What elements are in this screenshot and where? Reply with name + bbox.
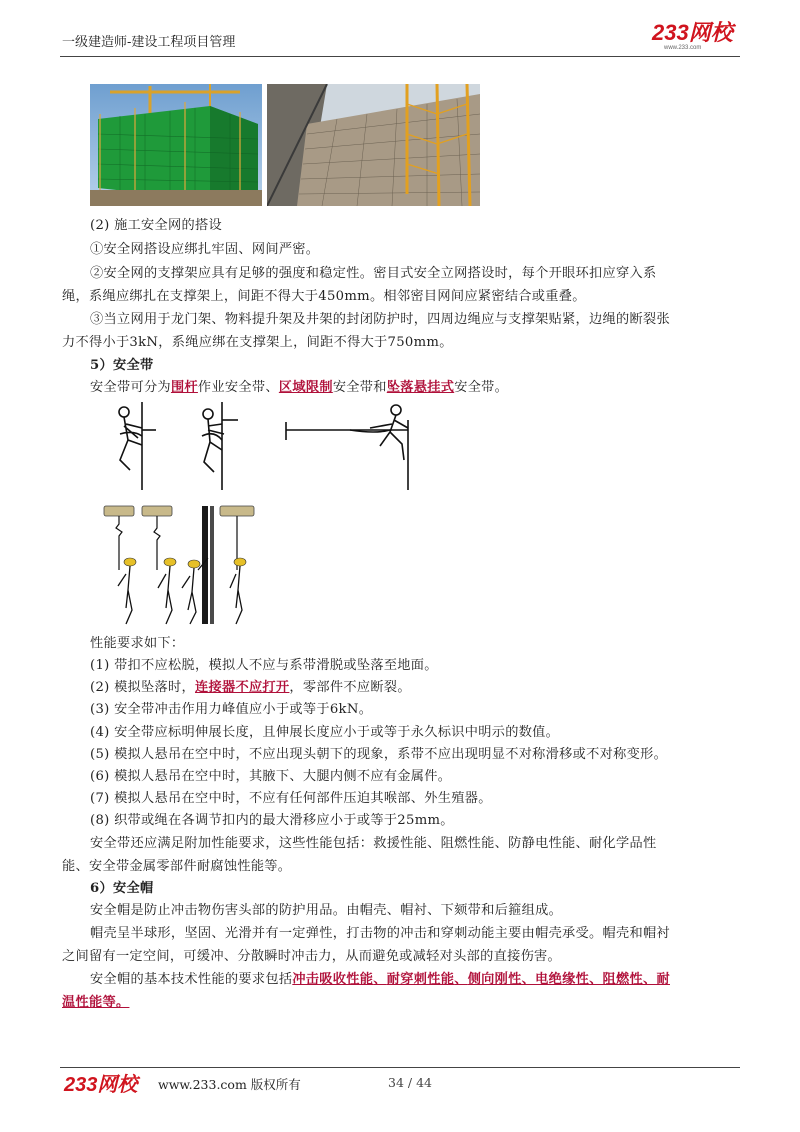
belt-type-fall-arrest: 坠落悬挂式 [386, 380, 455, 395]
net-paragraph-3-line-1: ③当立网用于龙门架、物料提升架及井架的封闭防护时，四周边绳应与支撑架贴紧，边绳的断裂张 [90, 312, 670, 327]
helmet-paragraph-3-line-1 [90, 968, 670, 987]
belt-intro-text: 安全带可分为 [90, 380, 171, 395]
helmet-highlight: 、 [454, 972, 468, 987]
requirement-text: ，零部件不应断裂。 [289, 680, 411, 695]
belt-intro-text: 作业安全带、 [197, 380, 279, 395]
page-number: 34 / 44 [388, 1075, 432, 1090]
belt-section-heading: 5）安全带 [90, 358, 154, 373]
belt-requirement-8: (8) 织带或绳在各调节扣内的最大滑移应小于或等于25mm。 [90, 813, 454, 828]
helmet-highlight: 冲击吸收性能 [292, 972, 374, 987]
safety-net-building-photo [90, 84, 262, 206]
helmet-section-heading: 6）安全帽 [90, 881, 154, 896]
net-paragraph-2-line-2: 绳，系绳应绑扎在支撑架上，间距不得大于450mm。相邻密目网间应紧密结合或重叠。 [62, 289, 586, 304]
net-paragraph-2-line-1: ②安全网的支撑架应具有足够的强度和稳定性。密目式安全立网搭设时，每个开眼环扣应穿入系 [90, 266, 657, 281]
belt-requirement-7: (7) 模拟人悬吊在空中时，不应有任何部件压迫其喉部、外生殖器。 [90, 791, 492, 806]
header-divider [60, 56, 740, 57]
safety-belt-usage-illustration [90, 400, 420, 492]
helmet-paragraph-1: 安全帽是防止冲击物伤害头部的防护用品。由帽壳、帽衬、下颏带和后箍组成。 [90, 903, 563, 918]
document-header-title: 一级建造师-建设工程项目管理 [62, 35, 236, 50]
brand-logo-text: 233网校 [652, 20, 733, 45]
footer-logo-text: 233网校 [64, 1074, 138, 1096]
belt-extra-requirements-line-1: 安全带还应满足附加性能要求，这些性能包括：救援性能、阻燃性能、防静电性能、耐化学品性 [90, 836, 657, 851]
belt-intro-text: 安全带和 [332, 380, 387, 395]
fall-arrest-belt-illustration [90, 498, 265, 628]
horizontal-safety-net-photo [267, 84, 480, 206]
belt-extra-requirements-line-2: 能、安全带金属零部件耐腐蚀性能等。 [62, 859, 292, 874]
helmet-highlight: 侧向刚性、电绝缘性、阻燃性、耐 [467, 972, 670, 987]
belt-requirement-3: (3) 安全带冲击作用力峰值应小于或等于6kN。 [90, 702, 373, 717]
belt-requirement-4: (4) 安全带应标明伸展长度，且伸展长度应小于或等于永久标识中明示的数值。 [90, 725, 560, 740]
requirement-highlight: 连接器不应打开 [195, 680, 290, 695]
net-paragraph-3-line-2: 力不得小于3kN，系绳应绑在支撑架上，间距不得大于750mm。 [62, 335, 453, 350]
requirement-text: (2) 模拟坠落时， [90, 680, 195, 695]
footer-copyright: www.233.com 版权所有 [158, 1077, 301, 1092]
helmet-paragraph-2-line-1: 帽壳呈半球形，坚固、光滑并有一定弹性，打击物的冲击和穿刺动能主要由帽壳承受。帽壳和帽衬 [90, 926, 670, 941]
belt-type-restraint: 区域限制 [278, 380, 333, 395]
helmet-text: 安全帽的基本技术性能的要求包括 [90, 972, 293, 987]
belt-intro-text: 安全带。 [454, 380, 509, 395]
helmet-paragraph-3-line-2: 温性能等。 [62, 995, 130, 1010]
brand-logo-url: www.233.com [664, 45, 702, 51]
belt-requirement-1: (1) 带扣不应松脱，模拟人不应与系带滑脱或坠落至地面。 [90, 658, 438, 673]
belt-requirement-6: (6) 模拟人悬吊在空中时，其腋下、大腿内侧不应有金属件。 [90, 769, 452, 784]
footer-divider [60, 1067, 740, 1068]
belt-requirement-5: (5) 模拟人悬吊在空中时，不应出现头朝下的现象，系带不应出现明显不对称滑移或不对称变形。 [90, 747, 668, 762]
belt-requirement-2 [90, 676, 411, 695]
helmet-paragraph-2-line-2: 之间留有一定空间，可缓冲、分散瞬时冲击力，从而避免或减轻对头部的直接伤害。 [62, 949, 562, 964]
belt-requirements-heading: 性能要求如下： [90, 636, 185, 651]
belt-type-pole: 围杆 [170, 380, 198, 395]
footer-brand-logo [62, 1071, 148, 1097]
net-section-heading: (2) 施工安全网的搭设 [90, 218, 222, 233]
net-paragraph-1: ①安全网搭设应绑扎牢固、网间严密。 [90, 242, 320, 257]
helmet-highlight: 、 [373, 972, 387, 987]
belt-types-sentence [90, 376, 508, 395]
helmet-highlight: 耐穿刺性能 [386, 972, 455, 987]
brand-logo [650, 18, 740, 52]
